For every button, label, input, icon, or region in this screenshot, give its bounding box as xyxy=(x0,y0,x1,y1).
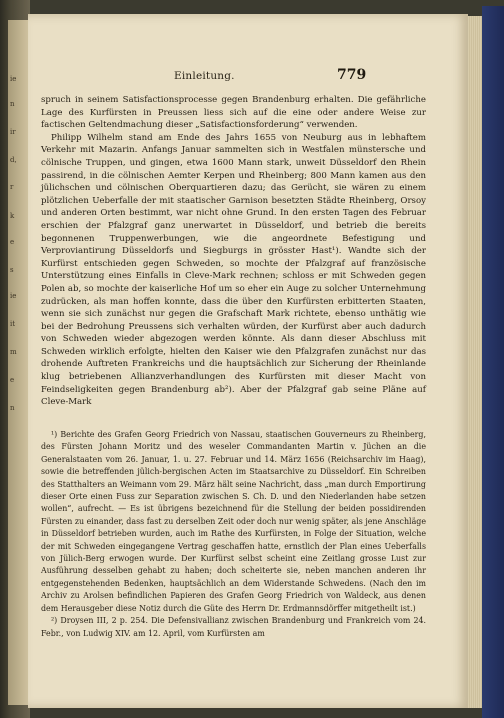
fragment: ir xyxy=(10,128,16,136)
fragment: m xyxy=(10,348,17,356)
fragment: s xyxy=(10,266,14,274)
page-fore-edge xyxy=(468,16,482,708)
paragraph: Philipp Wilhelm stand am Ende des Jahrs 1655 von Neuburg aus in lebhaftem Verkehr mit Mazarin. Anfangs Januar sammelten sich in Westfalen münstersche und cölnische Truppen, und gingen, etwa 1600 Mann stark, unweit Düsseldorf den Rhein passirend, in die cölnischen Aemter Kerpen und Rheinberg; 800 Mann kamen aus den jülichschen und cölnischen Oberquartieren dazu; das Gerücht, sie wären zu einem plötzlichen Ueberfalle der mit staatischer Garnison besetzten Städte Rheinberg, Orsoy und anderen Orten bestimmt, war nicht ohne Grund. In den ersten Tagen des Februar erschien der Pfalzgraf ganz unerwartet in Düsseldorf, und betrieb die bereits begonnenen Truppenwerbungen, wie die angeordnete Befestigung und Verproviantirung Düsseldorfs und Siegburgs in grösster Hast¹). Wandte sich der Kurfürst entschieden gegen Schweden, so mochte der Pfalzgraf auf französische Unterstützung eines Einfalls in Cleve-Mark rechnen; schloss er mit Schweden gegen Polen ab, so mochte der kaiserliche Hof um so eher ein Auge zu solcher Unternehmung zudrücken, als man hoffen konnte, dass die über den Kurfürsten erbitterten Staaten, wenn sie sich zunächst nur gegen die Grafschaft Mark richtete, ebenso unthätig wie bei der Bedrohung Preussens sich verhalten würden, der Kurfürst aber auch dadurch von Schweden wieder abgezogen werden könnte. Als dann dieser Abschluss mit Schweden wirklich erfolgte, hielten den Kaiser wie den Pfalzgrafen zunächst nur das drohende Auftreten Frankreichs und die hauptsächlich zur Sicherung der Rheinlande klug betriebenen Allianzverhandlungen des Kurfürsten mit dieser Macht von Feindseligkeiten gegen Brandenburg ab²). Aber der Pfalzgraf gab seine Pläne auf Cleve-Mark xyxy=(41,132,426,408)
footnote: ²) Droysen III, 2 p. 254. Die Defensivallianz zwischen Brandenburg und Frankreich vom 24. Febr., von Ludwig XIV. am 12. April, vom Kurfürsten am xyxy=(41,616,426,638)
paragraph: spruch in seinem Satisfactionsprocesse gegen Brandenburg erhalten. Die gefährliche Lage des Kurfürsten in Preussen liess sich auf die eine oder andere Weise zur factischen Geltendmachung dieser „Satisfactionsforderung“ verwenden. xyxy=(41,95,426,131)
fragment: n xyxy=(10,404,15,412)
book-page xyxy=(28,14,468,708)
fragment: ie xyxy=(10,75,17,83)
main-text xyxy=(41,94,426,409)
fragment: it xyxy=(10,320,16,328)
fragment: n xyxy=(10,100,15,108)
fragment: e xyxy=(10,238,15,246)
footnote: ¹) Berichte des Grafen Georg Friedrich von Nassau, staatischen Gouverneurs zu Rheinberg, des Fürsten Johann Moritz und des weseler Commandanten Martin v. Jüchen an die Generalstaaten vom 26. Januar, 1. u. 27. Februar und 14. März 1656 (Reichsarchiv im Haag), sowie die betreffenden jülich-bergischen Acten im Staatsarchive zu Düsseldorf. Ein Schreiben des Statthalters an Weimann vom 29. März hält seine Nachricht, dass „man durch Emportirung dieser Orte einen Fuss zur Separation zwischen S. Ch. D. und den Niederlanden habe setzen wollen“, aufrecht. — Es ist übrigens bezeichnend für die Stellung der beiden possidirenden Fürsten zu einander, dass fast zu derselben Zeit oder doch nur wenig später, als jene Anschläge in Düsseldorf betrieben wurden, auch im Rathe des Kurfürsten, in Folge der Situation, welche der mit Schweden eingegangene Vertrag geschaffen hatte, ernstlich der Plan eines Ueberfalls von Jülich-Berg erwogen wurde. Der Kurfürst selbst scheint eine Zeitlang grosse Lust zur Ausführung desselben gehabt zu haben; doch scheiterte sie, neben manchen anderen ihr entgegenstehenden Bedenken, hauptsächlich an dem Widerstande Schwedens. (Nach den im Archiv zu Arolsen befindlichen Papieren des Grafen Georg Friedrich von Waldeck, aus denen dem Herausgeber diese Notiz durch die Güte des Herrn Dr. Erdmannsdörffer mitgetheilt ist.) xyxy=(41,430,426,613)
fragment: k xyxy=(10,212,15,220)
footnotes xyxy=(41,429,426,640)
fragment: d, xyxy=(10,156,17,164)
page-number: 779 xyxy=(337,67,367,83)
previous-page-edge xyxy=(8,20,30,705)
book-cover xyxy=(482,6,504,718)
fragment: r xyxy=(10,183,14,191)
page-header xyxy=(28,67,468,90)
running-head: Einleitung. xyxy=(174,70,235,82)
fragment: ie xyxy=(10,292,17,300)
fragment: e xyxy=(10,376,15,384)
